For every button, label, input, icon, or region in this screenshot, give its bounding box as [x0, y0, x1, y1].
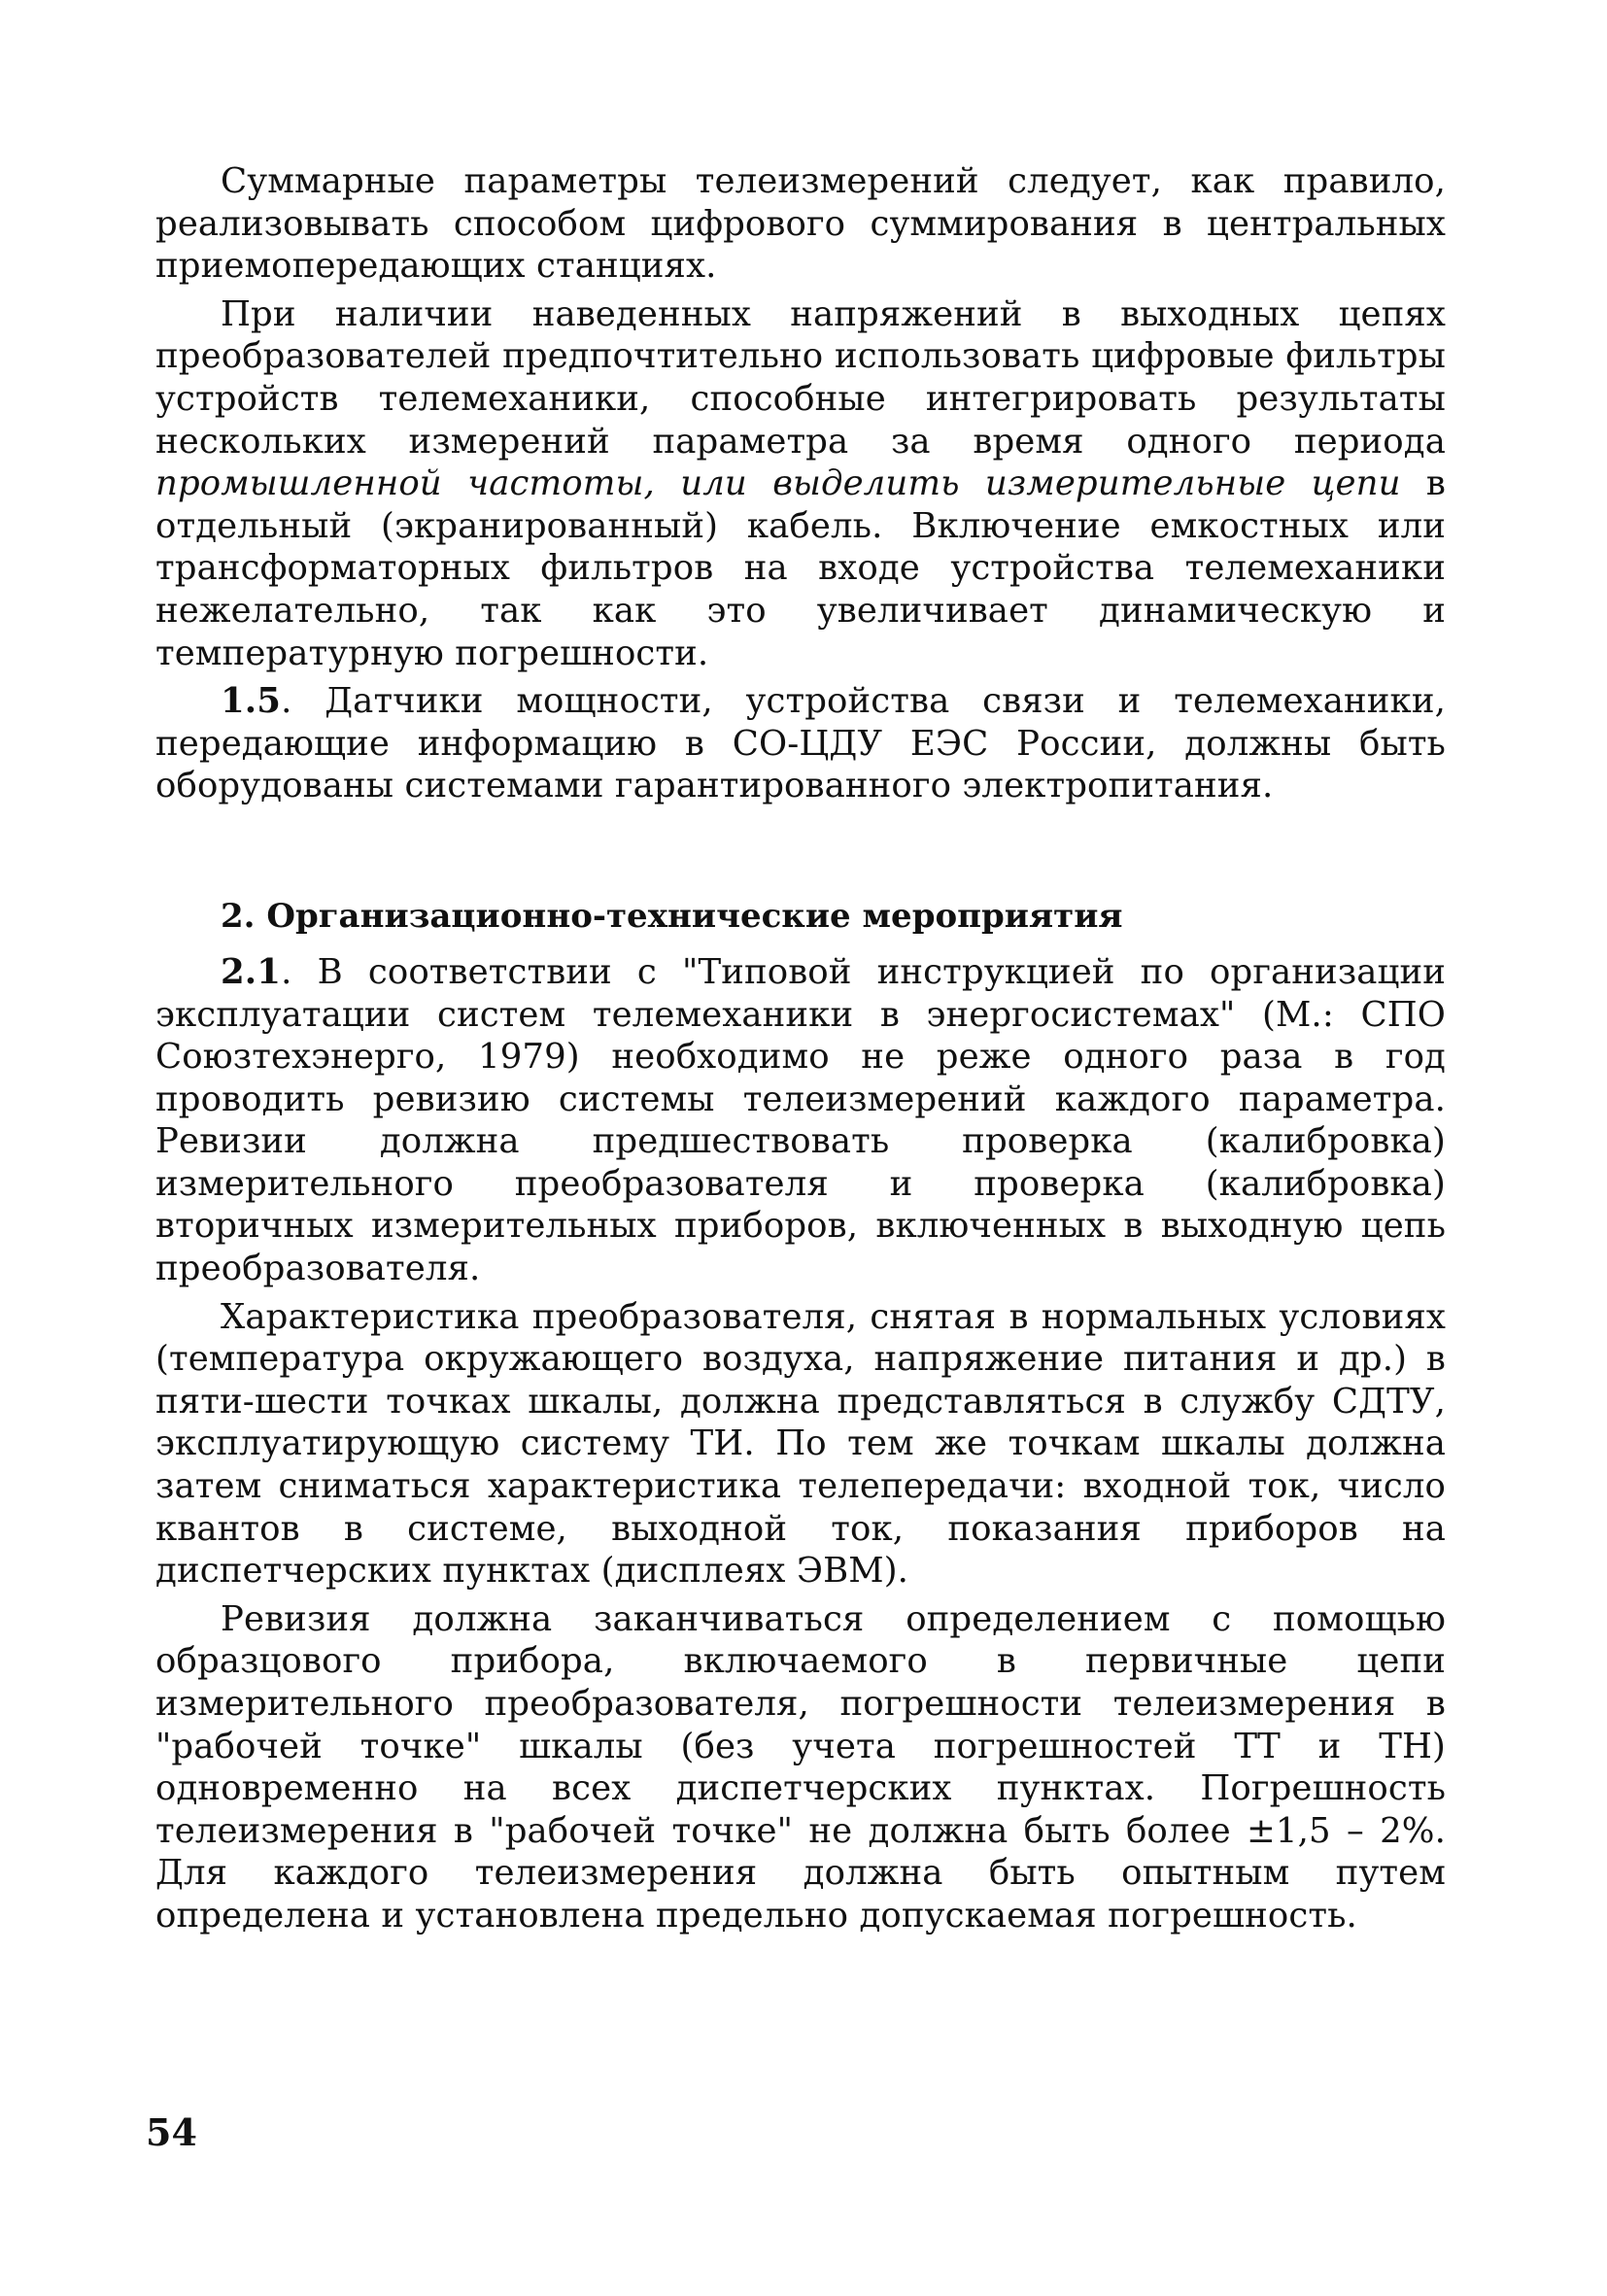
paragraph-revision-completion: [155, 1598, 1446, 1937]
paragraph-text-part-b: в отдельный (экранированный) кабель. Включение емкостных или трансформаторных фильтров на входе устройства телемеханики нежелательно, так как это увеличивает динамическую и температурную погрешности.: [155, 463, 1446, 673]
paragraph-induced-voltages: [155, 293, 1446, 674]
paragraph-text: Ревизия должна заканчиваться определением с помощью образцового прибора, включаемого в первичные цепи измерительного преобразователя, погрешности телеизмерения в "рабочей точке" шкалы (без учета погрешностей ТТ и ТН) одновременно на всех диспетчерских пунктах. Погрешность телеизмерения в "рабочей точке" не должна быть более ±1,5 – 2%. Для каждого телеизмерения должна быть опытным путем определена и установлена предельно допускаемая погрешность.: [155, 1598, 1446, 1936]
paragraph-text: . Датчики мощности, устройства связи и телемеханики, передающие информацию в СО-ЦДУ ЕЭС России, должны быть оборудованы системами гарантированного электропитания.: [155, 681, 1446, 806]
paragraph-digital-summation: [155, 160, 1446, 288]
paragraph-1-5-power-sensors: [155, 680, 1446, 807]
paragraph-text-italic: промышленной частоты, или выделить измерительные цепи: [155, 463, 1401, 504]
clause-number: 2.1: [221, 951, 282, 992]
clause-number: 1.5: [221, 681, 282, 722]
paragraph-2-1-revision: [155, 951, 1446, 1290]
document-page: [155, 160, 1446, 1937]
paragraph-converter-characteristic: [155, 1296, 1446, 1593]
paragraph-text: . В соответствии с "Типовой инструкцией по организации эксплуатации систем телемеханики в энергосистемах" (М.: СПО Союзтехэнерго, 1979) необходимо не реже одного раза в год проводить ревизию системы телеизмерений каждого параметра. Ревизии должна предшествовать проверка (калибровка) измерительного преобразователя и проверка (калибровка) вторичных измерительных приборов, включенных в выходную цепь преобразователя.: [155, 951, 1446, 1289]
paragraph-text: Суммарные параметры телеизмерений следует, как правило, реализовывать способом цифрового суммирования в центральных приемопередающих станциях.: [155, 161, 1446, 287]
section-heading: 2. Организационно-технические мероприятия: [221, 896, 1123, 936]
page-number: 54: [146, 2110, 197, 2154]
paragraph-text: Характеристика преобразователя, снятая в нормальных условиях (температура окружающего воздуха, напряжение питания и др.) в пяти-шести точках шкалы, должна представляться в службу СДТУ, эксплуатирующую систему ТИ. По тем же точкам шкалы должна затем сниматься характеристика телепередачи: входной ток, число квантов в системе, выходной ток, показания приборов на диспетчерских пунктах (дисплеях ЭВМ).: [155, 1296, 1446, 1592]
paragraph-text-part-a: При наличии наведенных напряжений в выходных цепях преобразователей предпочтительно использовать цифровые фильтры устройств телемеханики, способные интегрировать результаты нескольких измерений параметра за время одного периода: [155, 293, 1446, 462]
